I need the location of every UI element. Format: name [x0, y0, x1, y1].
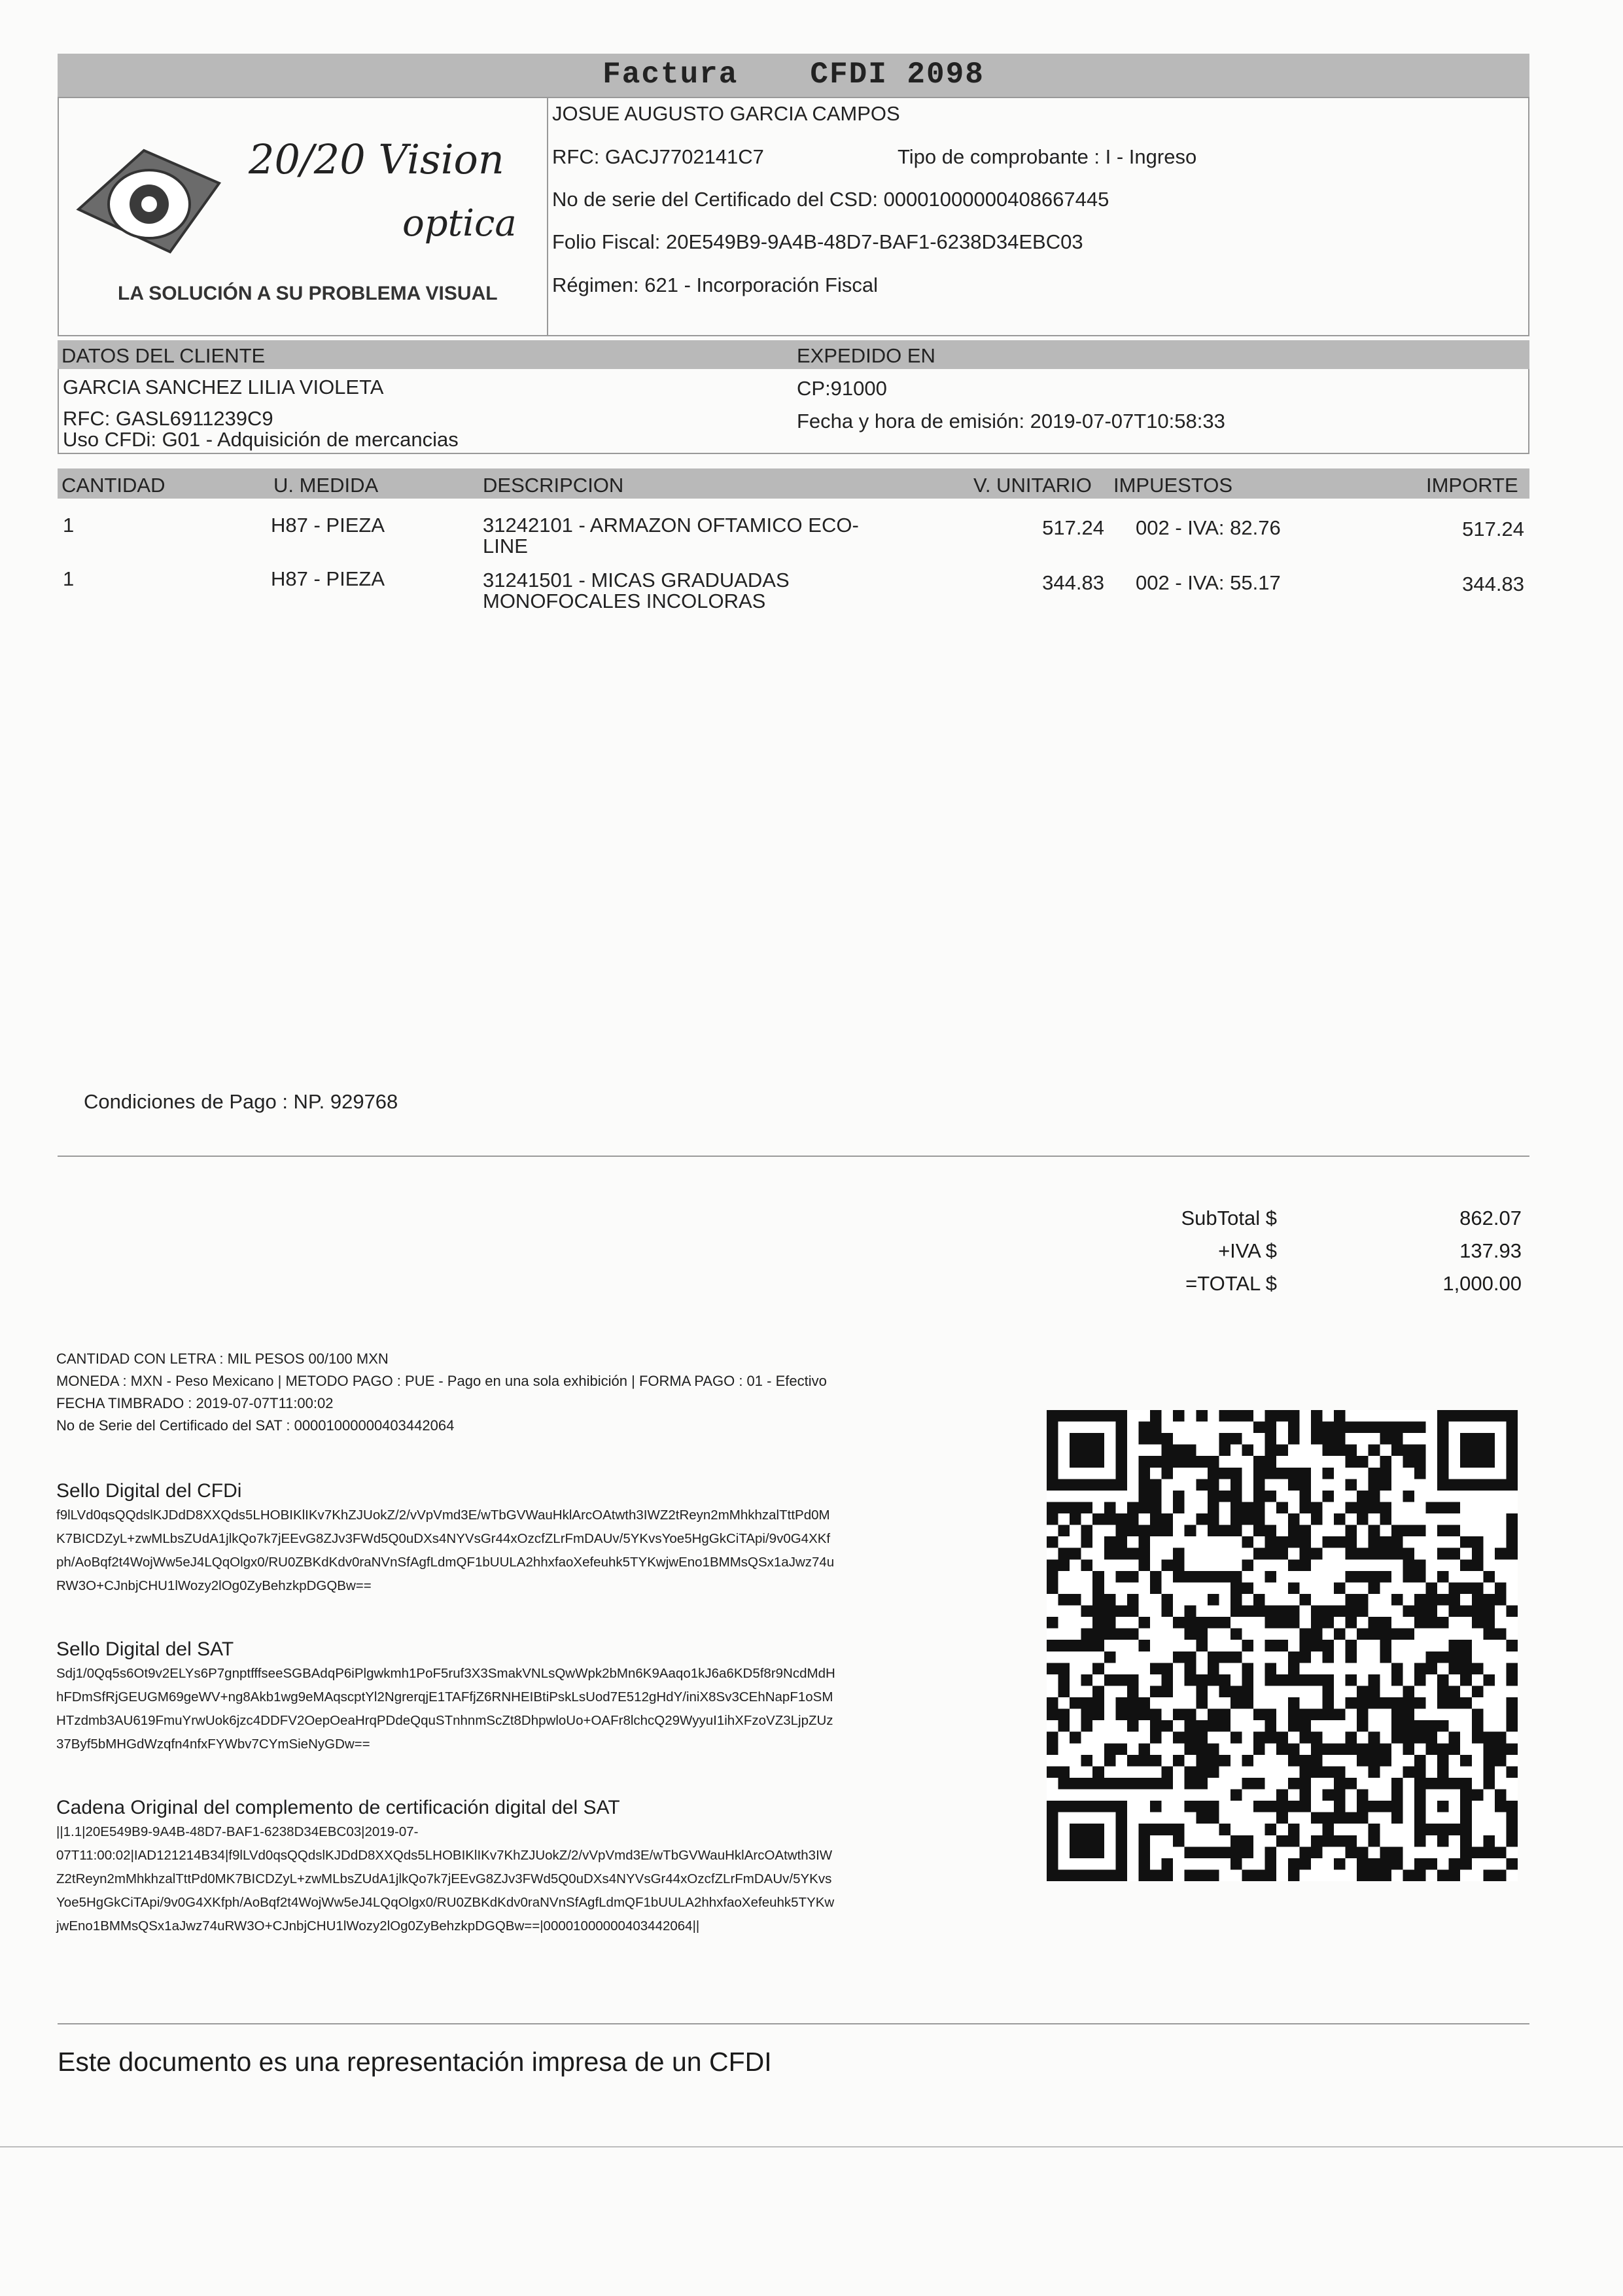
col-importe: IMPORTE	[1426, 474, 1518, 497]
document-title	[58, 58, 1529, 92]
total-label: =TOTAL $	[1185, 1272, 1277, 1295]
row-impuestos: 002 - IVA: 82.76	[1136, 516, 1281, 539]
col-descripcion: DESCRIPCION	[483, 474, 624, 497]
expedido-header: EXPEDIDO EN	[797, 344, 935, 367]
sello-cfdi-title: Sello Digital del CFDi	[56, 1480, 242, 1502]
sello-sat-title: Sello Digital del SAT	[56, 1638, 234, 1660]
regimen: Régimen: 621 - Incorporación Fiscal	[552, 274, 878, 296]
expedido-cp: CP:91000	[797, 377, 887, 400]
row-desc-line2: MONOFOCALES INCOLORAS	[483, 590, 766, 612]
row-unitario: 344.83	[1042, 571, 1104, 594]
subtotal-label: SubTotal $	[1181, 1207, 1277, 1229]
iva-label: +IVA $	[1218, 1239, 1277, 1262]
header-divider	[547, 97, 548, 336]
sat-cert-serial: No de Serie del Certificado del SAT : 00001000000403442064	[56, 1417, 455, 1434]
row-desc-line2: LINE	[483, 535, 528, 557]
title-cfdi-number: CFDI 2098	[810, 58, 985, 92]
tipo-comprobante: Tipo de comprobante : I - Ingreso	[898, 145, 1197, 168]
payment-conditions: Condiciones de Pago : NP. 929768	[84, 1090, 398, 1113]
title-factura: Factura	[602, 58, 739, 92]
logo-brand-top: 20/20 Vision	[249, 135, 504, 183]
csd-serial: No de serie del Certificado del CSD: 00001000000408667445	[552, 188, 1109, 211]
divider-line	[58, 2023, 1529, 2024]
page-edge-line	[0, 2146, 1623, 2147]
client-name: GARCIA SANCHEZ LILIA VIOLETA	[63, 376, 384, 398]
client-header-bar	[58, 340, 1529, 369]
footer-note: Este documento es una representación impresa de un CFDI	[58, 2047, 772, 2077]
logo-brand-bottom: optica	[402, 202, 517, 245]
cadena-original-title: Cadena Original del complemento de certificación digital del SAT	[56, 1797, 620, 1818]
emisor-rfc: RFC: GACJ7702141C7	[552, 145, 764, 168]
row-desc-line1: 31242101 - ARMAZON OFTAMICO ECO-	[483, 514, 859, 537]
slogan: LA SOLUCIÓN A SU PROBLEMA VISUAL	[118, 283, 498, 304]
amount-in-words: CANTIDAD CON LETRA : MIL PESOS 00/100 MXN	[56, 1351, 389, 1367]
col-cantidad: CANTIDAD	[61, 474, 166, 497]
total-value: 1,000.00	[1442, 1272, 1522, 1295]
row-importe: 344.83	[1462, 573, 1524, 595]
row-unidad: H87 - PIEZA	[271, 514, 385, 537]
divider-line	[58, 1156, 1529, 1157]
sello-sat-text: Sdj1/0Qq5s6Ot9v2ELYs6P7gnptfffseeSGBAdqP6iPlgwkmh1PoF5ruf3X3SmakVNLsQwWpk2bMn6K9Aaqo1kJ6a6KD5f8r9NcdMdH hFDmSfRjGEUGM69geWV+ng8Akb1wg9eMAqscptYl2NgrerqjE1TAFfjZ6RNHEIBtiPskLsUod7E512gHdY/iniX8Sv3CEhNapF1oSM HTzdmb3AU619FmuYrwUok6jzc4DDFV2OepOeaHrqPDdeQquSTnhnmScZt8DhpwloUo+OAFr8lchcQ29WyyuI1ihXFzoVZ3LjpZUz 37Byf5bMHGdWzqfn4nfxFYWbv7CYmSieNyGDw==	[56, 1666, 835, 1752]
row-cantidad: 1	[63, 567, 75, 590]
folio-fiscal: Folio Fiscal: 20E549B9-9A4B-48D7-BAF1-6238D34EBC03	[552, 230, 1083, 253]
emisor-name: JOSUE AUGUSTO GARCIA CAMPOS	[552, 102, 900, 125]
company-logo	[72, 111, 543, 288]
sello-cfdi-text: f9lLVd0qsQQdslKJDdD8XXQds5LHOBIKlIKv7KhZJUokZ/2/vVpVmd3E/wTbGVWauHklArcOAtwth3IWZ2tReyn2mMhkhzalTttPd0M K7BICDZyL+zwMLbsZUdA1jlkQo7k7jEEvG8ZJv3FWd5Q0uDXs4NYVsGr44xOzcfZLrFmDAUv/5YKvsYoe5HgGkCiTApi/9v0G4XKf ph/AoBqf2t4WojWw5eJ4LQqOlgx0/RU0ZBKdKdv0raNVnSfAgfLdmQF1bUULA2hhxfaoXefeuhk5TYKwjwEno1BMMsQSx1aJwz74u RW3O+CJnbjCHU1lWozy2lOg0ZyBehzkpDGQBw==	[56, 1508, 835, 1593]
items-table-header	[58, 468, 1529, 499]
title-bar	[58, 54, 1529, 97]
row-impuestos: 002 - IVA: 55.17	[1136, 571, 1281, 594]
row-importe: 517.24	[1462, 518, 1524, 540]
row-unitario: 517.24	[1042, 516, 1104, 539]
subtotal-value: 862.07	[1459, 1207, 1522, 1229]
currency-payment-info: MONEDA : MXN - Peso Mexicano | METODO PAGO : PUE - Pago en una sola exhibición | FORMA PAGO : 01 - Efectivo	[56, 1373, 827, 1389]
col-v-unitario: V. UNITARIO	[973, 474, 1092, 497]
row-cantidad: 1	[63, 514, 75, 537]
emission-datetime: Fecha y hora de emisión: 2019-07-07T10:58:33	[797, 410, 1225, 433]
client-header: DATOS DEL CLIENTE	[61, 344, 266, 367]
row-unidad: H87 - PIEZA	[271, 567, 385, 590]
eye-logo-icon	[79, 150, 219, 252]
col-unidad: U. MEDIDA	[273, 474, 379, 497]
client-uso-cfdi: Uso CFDi: G01 - Adquisición de mercancias	[63, 428, 459, 451]
col-impuestos: IMPUESTOS	[1113, 474, 1233, 497]
client-rfc: RFC: GASL6911239C9	[63, 407, 273, 430]
stamp-date: FECHA TIMBRADO : 2019-07-07T11:00:02	[56, 1395, 334, 1411]
row-desc-line1: 31241501 - MICAS GRADUADAS	[483, 569, 790, 592]
cadena-original-text: ||1.1|20E549B9-9A4B-48D7-BAF1-6238D34EBC03|2019-07- 07T11:00:02|IAD121214B34|f9lLVd0qsQQdslKJDdD8XXQds5LHOBIKlIKv7KhZJUokZ/2/vVpVmd3E/wTbGVWauHklArcOAtwth3IW Z2tReyn2mMhkhzalTttPd0MK7BICDZyL+zwMLbsZUdA1jlkQo7k7jEEvG8ZJv3FWd5Q0uDXs4NYVsGr44xOzcfZLrFmDAUv/5YKvs Yoe5HgGkCiTApi/9v0G4XKfph/AoBqf2t4WojWw5eJ4LQqOlgx0/RU0ZBKdKdv0raNVnSfAgfLdmQF1bUULA2hhxfaoXefeuhk5TYKw jwEno1BMMsQSx1aJwz74uRW3O+CJnbjCHU1lWozy2lOg0ZyBehzkpDGQBw==|00001000000403442064||	[56, 1824, 835, 1934]
qr-code	[1047, 1410, 1518, 1881]
iva-value: 137.93	[1459, 1239, 1522, 1262]
